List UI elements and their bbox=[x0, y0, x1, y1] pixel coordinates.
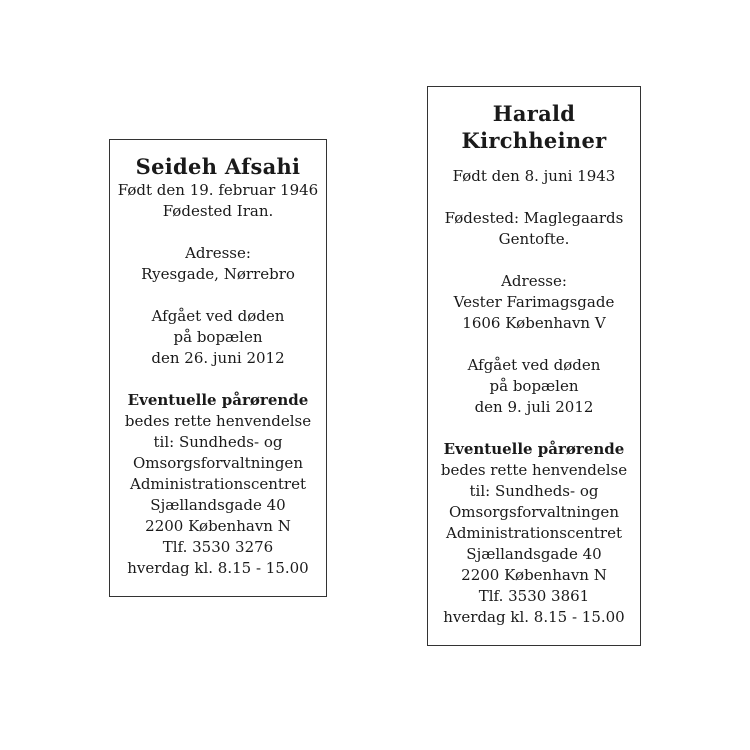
address-label: Adresse: bbox=[501, 272, 567, 290]
address: Vester Farimagsgade bbox=[453, 293, 615, 311]
death-notice-seideh-afsahi bbox=[109, 139, 327, 597]
contact-line: Omsorgsforvaltningen bbox=[133, 454, 303, 472]
deceased-name: Kirchheiner bbox=[461, 128, 607, 153]
contact-hours: hverdag kl. 8.15 - 15.00 bbox=[127, 559, 309, 577]
contact-line: bedes rette henvendelse bbox=[440, 461, 628, 479]
contact-line: bedes rette henvendelse bbox=[124, 412, 312, 430]
death-notice-harald-kirchheiner bbox=[427, 86, 641, 646]
death-line: på bopælen bbox=[489, 377, 579, 395]
birth-date: Født den 8. juni 1943 bbox=[452, 167, 616, 185]
deceased-name: Seideh Afsahi bbox=[135, 154, 301, 179]
address: 1606 København V bbox=[462, 314, 606, 332]
death-line: Afgået ved døden bbox=[467, 356, 601, 374]
death-date: den 26. juni 2012 bbox=[151, 349, 285, 367]
address-label: Adresse: bbox=[185, 244, 251, 262]
contact-phone: Tlf. 3530 3276 bbox=[162, 538, 274, 556]
contact-line: til: Sundheds- og bbox=[469, 482, 599, 500]
death-line: Afgået ved døden bbox=[151, 307, 285, 325]
death-line: på bopælen bbox=[173, 328, 263, 346]
contact-line: Sjællandsgade 40 bbox=[150, 496, 286, 514]
relatives-heading: Eventuelle pårørende bbox=[127, 391, 309, 409]
address: Ryesgade, Nørrebro bbox=[141, 265, 295, 283]
contact-line: Sjællandsgade 40 bbox=[466, 545, 602, 563]
contact-line: 2200 København N bbox=[461, 566, 607, 584]
contact-line: Administrationscentret bbox=[129, 475, 306, 493]
contact-line: til: Sundheds- og bbox=[153, 433, 283, 451]
deceased-name: Harald bbox=[492, 101, 576, 126]
birthplace: Gentofte. bbox=[498, 230, 570, 248]
contact-hours: hverdag kl. 8.15 - 15.00 bbox=[443, 608, 625, 626]
birthplace: Fødested Iran. bbox=[162, 202, 274, 220]
contact-line: Administrationscentret bbox=[445, 524, 622, 542]
contact-line: Omsorgsforvaltningen bbox=[449, 503, 619, 521]
contact-phone: Tlf. 3530 3861 bbox=[478, 587, 590, 605]
contact-line: 2200 København N bbox=[145, 517, 291, 535]
birthplace: Fødested: Maglegaards bbox=[444, 209, 624, 227]
birth-date: Født den 19. februar 1946 bbox=[117, 181, 319, 199]
death-date: den 9. juli 2012 bbox=[474, 398, 594, 416]
relatives-heading: Eventuelle pårørende bbox=[443, 440, 625, 458]
